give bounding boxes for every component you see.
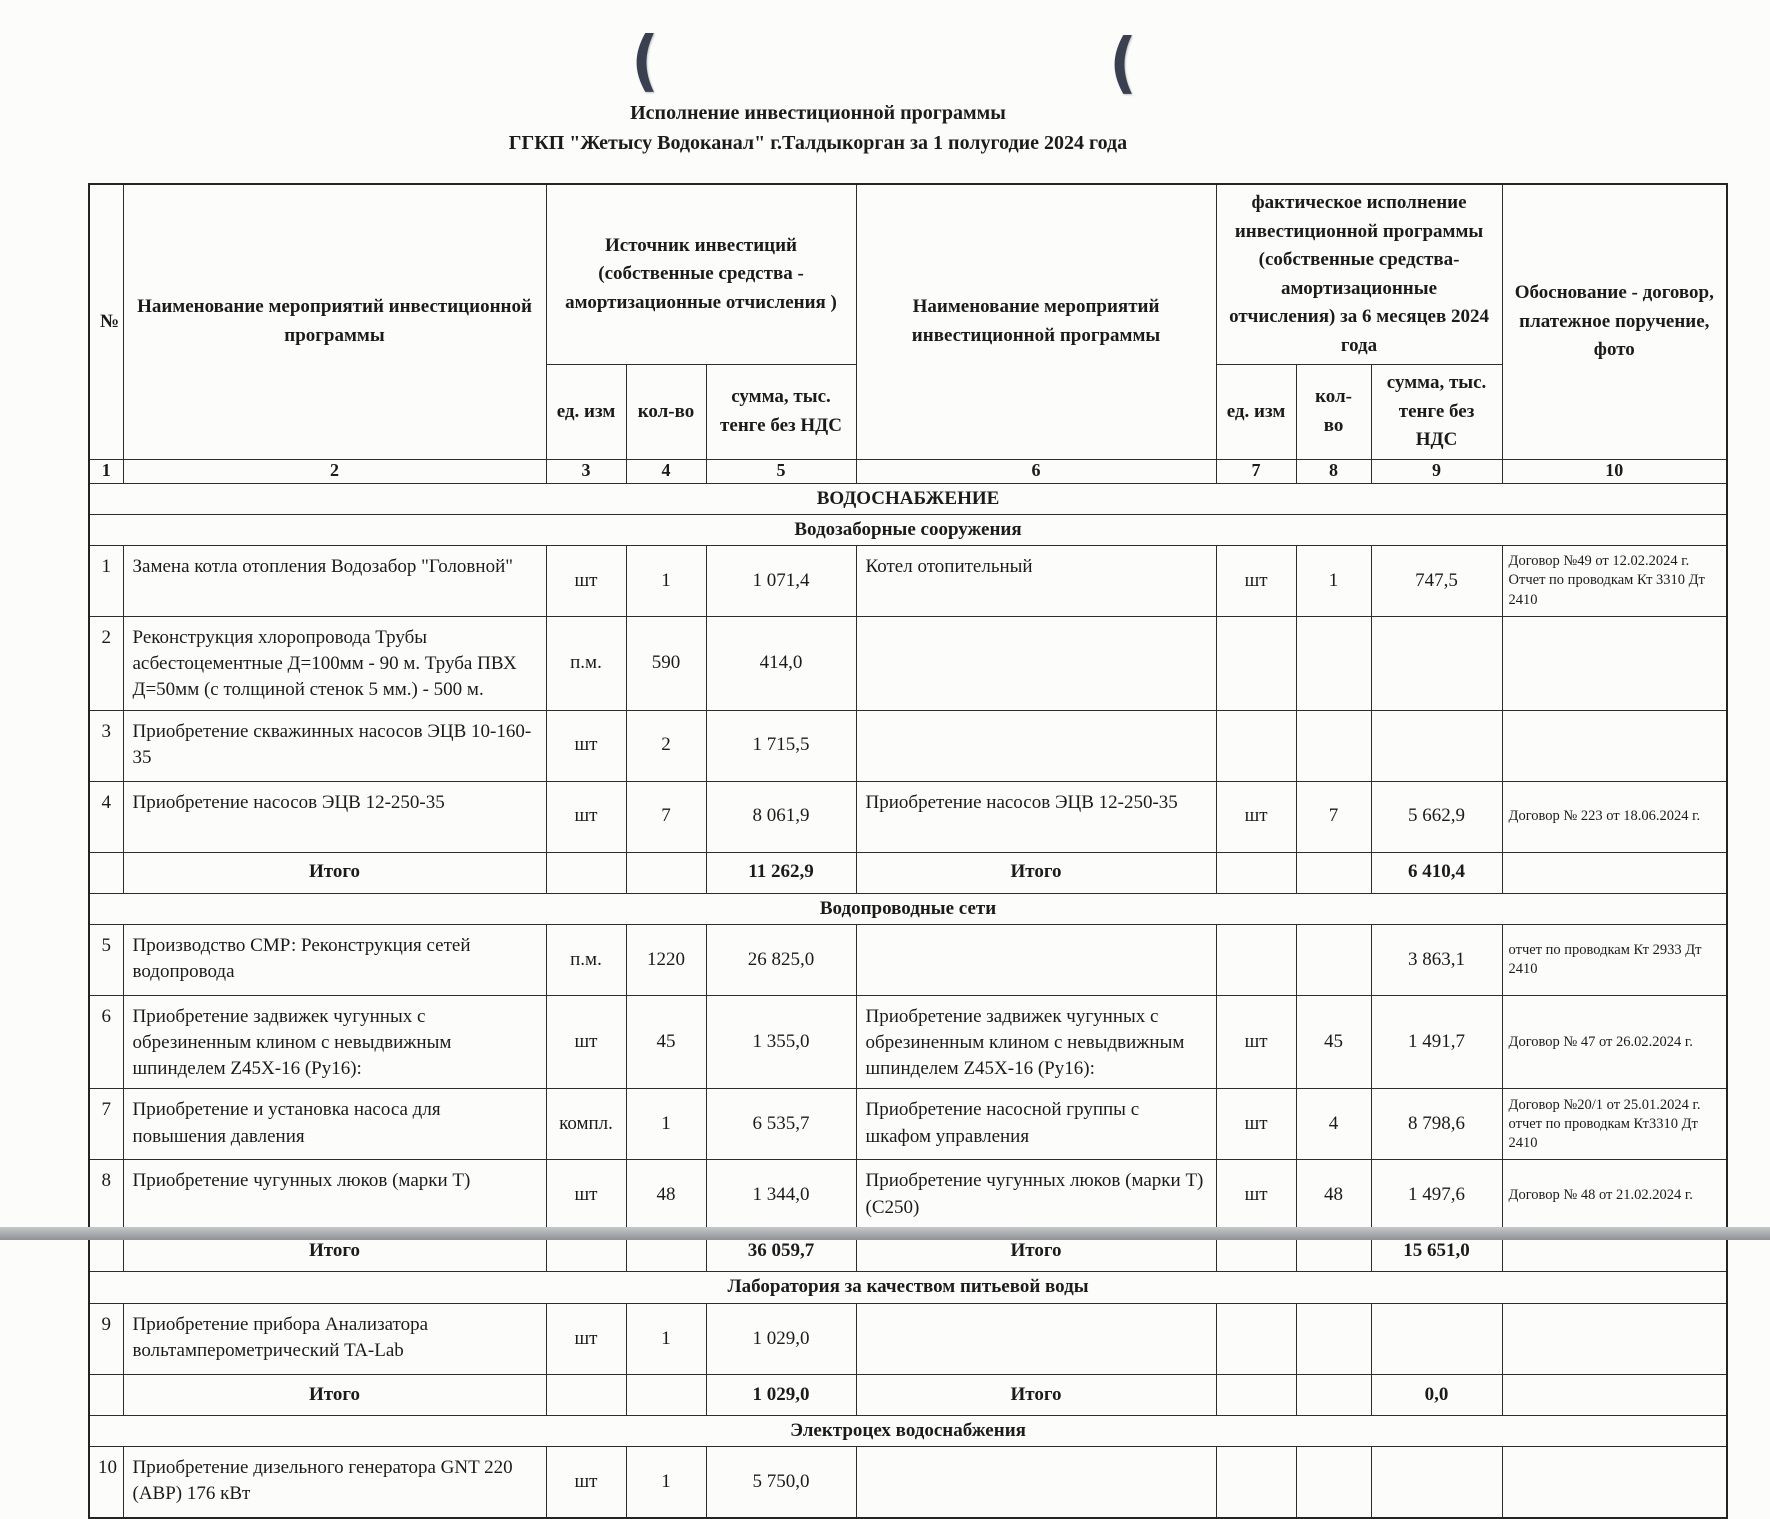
- table-row: [89, 545, 1727, 616]
- cell-fact-sum: [1371, 710, 1502, 781]
- investment-program-table: [88, 183, 1728, 1519]
- cell-fact-qty: [1296, 616, 1371, 710]
- cell-fact-unit: [1216, 710, 1296, 781]
- cell-justification: Договор № 223 от 18.06.2024 г.: [1502, 781, 1727, 852]
- colnum-3: 3: [546, 459, 626, 483]
- header-source-group: Источник инвестиций (собственные средства - амортизационные отчисления ): [546, 184, 856, 365]
- table-row: [89, 710, 1727, 781]
- cell-empty: [626, 852, 706, 893]
- cell-activity-name: Приобретение насосов ЭЦВ 12-250-35: [123, 781, 546, 852]
- header-fact-activity-name: Наименование мероприятий инвестиционной программы: [856, 184, 1216, 459]
- section-label: Водопроводные сети: [89, 893, 1727, 924]
- cell-justification: Договор № 48 от 21.02.2024 г.: [1502, 1160, 1727, 1231]
- cell-empty: [546, 1374, 626, 1415]
- cell-fact-unit: шт: [1216, 545, 1296, 616]
- cell-sum: 8 061,9: [706, 781, 856, 852]
- cell-qty: 590: [626, 616, 706, 710]
- colnum-5: 5: [706, 459, 856, 483]
- cell-num: 3: [89, 710, 123, 781]
- total-label: Итого: [123, 852, 546, 893]
- cell-fact-sum: 5 662,9: [1371, 781, 1502, 852]
- cell-fact-qty: [1296, 710, 1371, 781]
- cell-fact-unit: [1216, 1446, 1296, 1518]
- table-row: [89, 1089, 1727, 1160]
- section-row: [89, 1272, 1727, 1303]
- scanner-edge-shadow: [0, 1227, 1770, 1240]
- cell-justification: [1502, 1303, 1727, 1374]
- section-label: Электроцех водоснабжения: [89, 1415, 1727, 1446]
- cell-justification: отчет по проводкам Кт 2933 Дт 2410: [1502, 924, 1727, 995]
- cell-fact-unit: шт: [1216, 1160, 1296, 1231]
- cell-fact-name: [856, 1446, 1216, 1518]
- cell-unit: шт: [546, 781, 626, 852]
- cell-qty: 7: [626, 781, 706, 852]
- cell-qty: 45: [626, 995, 706, 1089]
- cell-fact-name: Котел отопительный: [856, 545, 1216, 616]
- cell-activity-name: Приобретение задвижек чугунных с обрезиненным клином с невыдвижным шпинделем Z45X-16 (Ру16):: [123, 995, 546, 1089]
- cell-sum: 1 355,0: [706, 995, 856, 1089]
- section-label: Лаборатория за качеством питьевой воды: [89, 1272, 1727, 1303]
- cell-num: 10: [89, 1446, 123, 1518]
- cell-fact-sum: [1371, 1446, 1502, 1518]
- header-fact-qty: кол-во: [1296, 365, 1371, 460]
- cell-unit: шт: [546, 545, 626, 616]
- cell-sum: 6 535,7: [706, 1089, 856, 1160]
- header-sum: сумма, тыс. тенге без НДС: [706, 365, 856, 460]
- cell-unit: п.м.: [546, 924, 626, 995]
- cell-unit: шт: [546, 1303, 626, 1374]
- section-label: ВОДОСНАБЖЕНИЕ: [89, 483, 1727, 514]
- cell-fact-name: Приобретение чугунных люков (марки Т) (С250): [856, 1160, 1216, 1231]
- cell-qty: 1: [626, 1303, 706, 1374]
- total-fact-sum: 6 410,4: [1371, 852, 1502, 893]
- cell-num: 7: [89, 1089, 123, 1160]
- table-row: [89, 995, 1727, 1089]
- section-row: [89, 483, 1727, 514]
- total-sum: 11 262,9: [706, 852, 856, 893]
- document-title: [88, 98, 1548, 158]
- colnum-1: 1: [89, 459, 123, 483]
- cell-sum: 1 344,0: [706, 1160, 856, 1231]
- cell-fact-qty: [1296, 1303, 1371, 1374]
- table-row: [89, 1446, 1727, 1518]
- table-row: [89, 1303, 1727, 1374]
- title-line-2: ГГКП "Жетысу Водоканал" г.Талдыкорган за 1 полугодие 2024 года: [508, 132, 1128, 154]
- total-label: Итого: [123, 1231, 546, 1272]
- cell-fact-unit: шт: [1216, 1089, 1296, 1160]
- cell-activity-name: Производство СМР: Реконструкция сетей водопровода: [123, 924, 546, 995]
- cell-empty: [1502, 852, 1727, 893]
- cell-fact-unit: шт: [1216, 995, 1296, 1089]
- section-row: [89, 893, 1727, 924]
- cell-fact-qty: 1: [1296, 545, 1371, 616]
- colnum-7: 7: [1216, 459, 1296, 483]
- cell-activity-name: Приобретение чугунных люков (марки Т): [123, 1160, 546, 1231]
- total-fact-sum: 0,0: [1371, 1374, 1502, 1415]
- cell-justification: [1502, 1446, 1727, 1518]
- table-row: [89, 781, 1727, 852]
- cell-empty: [1216, 1374, 1296, 1415]
- cell-fact-name: [856, 710, 1216, 781]
- cell-qty: 48: [626, 1160, 706, 1231]
- cell-empty: [1502, 1374, 1727, 1415]
- cell-unit: шт: [546, 1160, 626, 1231]
- cell-empty: [89, 852, 123, 893]
- cell-fact-sum: [1371, 1303, 1502, 1374]
- header-unit: ед. изм: [546, 365, 626, 460]
- total-row: [89, 852, 1727, 893]
- cell-fact-name: Приобретение насосов ЭЦВ 12-250-35: [856, 781, 1216, 852]
- cell-sum: 5 750,0: [706, 1446, 856, 1518]
- total-fact-sum: 15 651,0: [1371, 1231, 1502, 1272]
- cell-fact-sum: 747,5: [1371, 545, 1502, 616]
- cell-fact-name: [856, 924, 1216, 995]
- cell-num: 4: [89, 781, 123, 852]
- cell-activity-name: Приобретение скважинных насосов ЭЦВ 10-160-35: [123, 710, 546, 781]
- cell-qty: 1: [626, 1089, 706, 1160]
- cell-activity-name: Приобретение и установка насоса для повышения давления: [123, 1089, 546, 1160]
- cell-fact-sum: 1 497,6: [1371, 1160, 1502, 1231]
- cell-fact-qty: 48: [1296, 1160, 1371, 1231]
- cell-qty: 1220: [626, 924, 706, 995]
- table-body: [89, 483, 1727, 1518]
- cell-fact-name: [856, 616, 1216, 710]
- cell-fact-unit: [1216, 1303, 1296, 1374]
- cell-num: 5: [89, 924, 123, 995]
- cell-fact-name: Приобретение насосной группы с шкафом управления: [856, 1089, 1216, 1160]
- cell-qty: 2: [626, 710, 706, 781]
- cell-fact-sum: [1371, 616, 1502, 710]
- cell-empty: [546, 852, 626, 893]
- cell-activity-name: Приобретение прибора Анализатора вольтамперометрический TA-Lab: [123, 1303, 546, 1374]
- table-row: [89, 1160, 1727, 1231]
- cell-justification: Договор №20/1 от 25.01.2024 г. отчет по проводкам Кт3310 Дт 2410: [1502, 1089, 1727, 1160]
- cell-unit: компл.: [546, 1089, 626, 1160]
- header-fact-sum: сумма, тыс. тенге без НДС: [1371, 365, 1502, 460]
- cell-justification: Договор № 47 от 26.02.2024 г.: [1502, 995, 1727, 1089]
- cell-empty: [626, 1374, 706, 1415]
- cell-sum: 1 715,5: [706, 710, 856, 781]
- cell-fact-sum: 1 491,7: [1371, 995, 1502, 1089]
- cell-fact-unit: [1216, 616, 1296, 710]
- cell-fact-name: Приобретение задвижек чугунных с обрезиненным клином с невыдвижным шпинделем Z45X-16 (Ру16):: [856, 995, 1216, 1089]
- total-label: Итого: [123, 1374, 546, 1415]
- total-sum: 1 029,0: [706, 1374, 856, 1415]
- section-row: [89, 514, 1727, 545]
- cell-sum: 1 071,4: [706, 545, 856, 616]
- cell-empty: [1216, 852, 1296, 893]
- section-row: [89, 1415, 1727, 1446]
- cell-fact-name: [856, 1303, 1216, 1374]
- header-justification: Обоснование - договор, платежное поручение, фото: [1502, 184, 1727, 459]
- cell-fact-sum: 8 798,6: [1371, 1089, 1502, 1160]
- binder-hole-mark-right: (: [1109, 24, 1137, 101]
- header-fact-unit: ед. изм: [1216, 365, 1296, 460]
- colnum-8: 8: [1296, 459, 1371, 483]
- cell-qty: 1: [626, 1446, 706, 1518]
- cell-sum: 414,0: [706, 616, 856, 710]
- colnum-9: 9: [1371, 459, 1502, 483]
- title-line-1: Исполнение инвестиционной программы: [630, 102, 1006, 124]
- colnum-6: 6: [856, 459, 1216, 483]
- cell-empty: [1296, 852, 1371, 893]
- header-fact-group: фактическое исполнение инвестиционной программы (собственные средства- амортизационные отчисления) за 6 месяцев 2024 года: [1216, 184, 1502, 365]
- table-row: [89, 924, 1727, 995]
- cell-fact-qty: [1296, 924, 1371, 995]
- total-fact-label: Итого: [856, 1231, 1216, 1272]
- cell-unit: шт: [546, 1446, 626, 1518]
- binder-hole-mark-left: (: [631, 22, 659, 99]
- total-sum: 36 059,7: [706, 1231, 856, 1272]
- cell-justification: [1502, 616, 1727, 710]
- colnum-4: 4: [626, 459, 706, 483]
- cell-sum: 26 825,0: [706, 924, 856, 995]
- cell-activity-name: Приобретение дизельного генератора GNT 220 (АВР) 176 кВт: [123, 1446, 546, 1518]
- cell-empty: [89, 1374, 123, 1415]
- cell-num: 1: [89, 545, 123, 616]
- table-row: [89, 616, 1727, 710]
- cell-justification: [1502, 710, 1727, 781]
- cell-num: 2: [89, 616, 123, 710]
- section-label: Водозаборные сооружения: [89, 514, 1727, 545]
- cell-fact-qty: 4: [1296, 1089, 1371, 1160]
- colnum-10: 10: [1502, 459, 1727, 483]
- cell-unit: шт: [546, 710, 626, 781]
- cell-num: 8: [89, 1160, 123, 1231]
- cell-fact-unit: [1216, 924, 1296, 995]
- cell-activity-name: Замена котла отопления Водозабор "Головной": [123, 545, 546, 616]
- total-fact-label: Итого: [856, 852, 1216, 893]
- header-qty: кол-во: [626, 365, 706, 460]
- cell-sum: 1 029,0: [706, 1303, 856, 1374]
- cell-fact-qty: 7: [1296, 781, 1371, 852]
- total-fact-label: Итого: [856, 1374, 1216, 1415]
- cell-num: 6: [89, 995, 123, 1089]
- header-activity-name: Наименование мероприятий инвестиционной программы: [123, 184, 546, 459]
- cell-fact-qty: [1296, 1446, 1371, 1518]
- cell-unit: шт: [546, 995, 626, 1089]
- cell-qty: 1: [626, 545, 706, 616]
- cell-unit: п.м.: [546, 616, 626, 710]
- total-row: [89, 1374, 1727, 1415]
- cell-num: 9: [89, 1303, 123, 1374]
- cell-justification: Договор №49 от 12.02.2024 г. Отчет по проводкам Кт 3310 Дт 2410: [1502, 545, 1727, 616]
- header-num: №: [89, 184, 123, 459]
- cell-fact-sum: 3 863,1: [1371, 924, 1502, 995]
- cell-fact-qty: 45: [1296, 995, 1371, 1089]
- cell-activity-name: Реконструкция хлоропровода Трубы асбестоцементные Д=100мм - 90 м. Труба ПВХ Д=50мм (с толщиной стенок 5 мм.) - 500 м.: [123, 616, 546, 710]
- cell-empty: [1296, 1374, 1371, 1415]
- cell-fact-unit: шт: [1216, 781, 1296, 852]
- colnum-2: 2: [123, 459, 546, 483]
